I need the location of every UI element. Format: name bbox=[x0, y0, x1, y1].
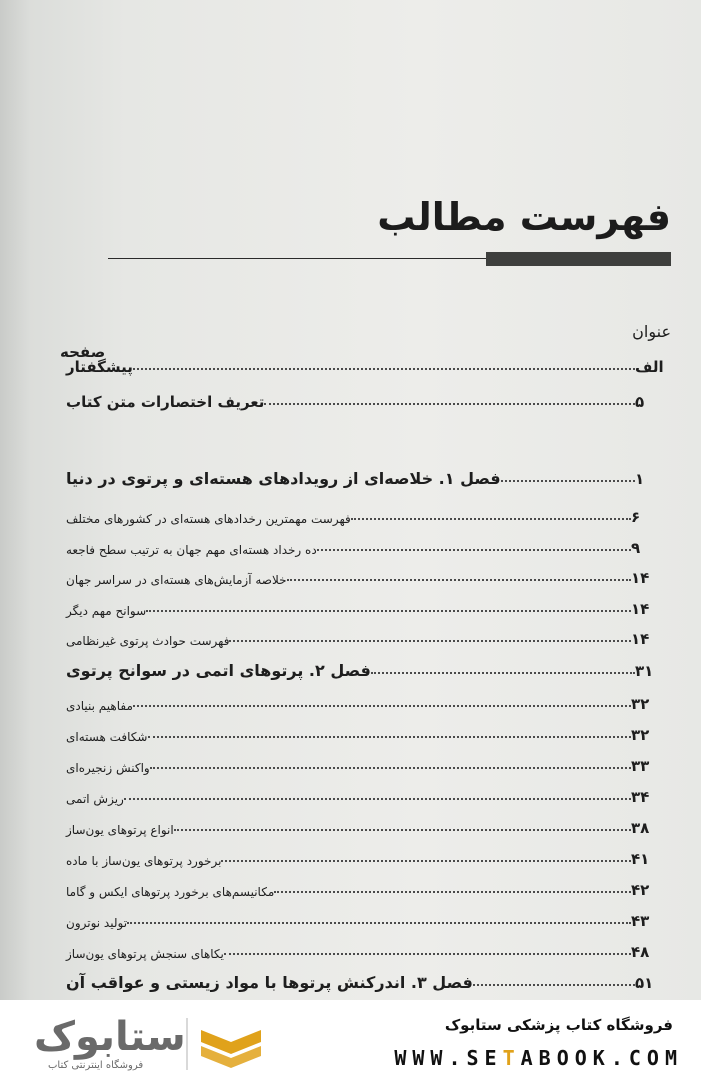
leader-dots bbox=[221, 859, 631, 862]
leader-dots bbox=[351, 517, 631, 520]
store-logo-subtitle: فروشگاه اینترنتی کتاب bbox=[48, 1060, 144, 1071]
url-prefix: WWW.SE bbox=[394, 1046, 503, 1070]
entry-page: ۴۳ bbox=[631, 912, 650, 930]
entry-title: انواع پرتوهای یون‌ساز bbox=[66, 823, 174, 837]
leader-dots bbox=[174, 828, 631, 831]
url-suffix: ABOOK.COM bbox=[520, 1046, 683, 1070]
entry-page: ۳۲ bbox=[631, 726, 650, 744]
toc-entry bbox=[60, 935, 667, 961]
entry-page: ۵ bbox=[635, 393, 645, 411]
store-name: فروشگاه کتاب پزشکی ستابوک bbox=[444, 1016, 673, 1034]
toc-entry bbox=[60, 385, 671, 411]
entry-title: خلاصه آزمایش‌های هسته‌ای در سراسر جهان bbox=[66, 573, 287, 587]
url-highlight: T bbox=[502, 1046, 521, 1070]
leader-dots bbox=[224, 952, 631, 955]
toc-entry bbox=[60, 350, 671, 376]
leader-dots bbox=[501, 479, 635, 482]
entry-page: ۱۴ bbox=[631, 600, 650, 618]
leader-dots bbox=[229, 639, 631, 642]
entry-page: ۶ bbox=[631, 508, 641, 526]
entry-page: الف bbox=[635, 358, 664, 376]
entry-title: واکنش زنجیره‌ای bbox=[66, 761, 150, 775]
entry-page: ۳۸ bbox=[631, 819, 650, 837]
page-column-label: صفحه bbox=[60, 343, 106, 361]
toc-chapter bbox=[60, 966, 671, 992]
entry-page: ۴۲ bbox=[631, 881, 650, 899]
leader-dots bbox=[264, 402, 635, 405]
toc-entry bbox=[60, 904, 667, 930]
store-logo-text: ستابوک bbox=[34, 1014, 186, 1060]
toc-entry bbox=[60, 749, 667, 775]
entry-page: ۳۴ bbox=[631, 788, 650, 806]
entry-title: ده رخداد هسته‌ای مهم جهان به ترتیب سطح فاجعه bbox=[66, 543, 317, 557]
logo-divider bbox=[186, 1018, 188, 1070]
leader-dots bbox=[317, 548, 631, 551]
toc-chapter bbox=[60, 654, 671, 680]
entry-title: ریزش اتمی bbox=[66, 792, 124, 806]
toc-entry bbox=[60, 718, 667, 744]
entry-title: تولید نوترون bbox=[66, 916, 128, 930]
entry-title: تعریف اختصارات متن کتاب bbox=[66, 393, 265, 411]
entry-title: فهرست مهمترین رخدادهای هسته‌ای در کشورهای مختلف bbox=[66, 512, 351, 526]
toc-entry bbox=[60, 842, 667, 868]
entry-page: ۳۱ bbox=[635, 662, 654, 680]
entry-page: ۱ bbox=[635, 470, 645, 488]
leader-dots bbox=[287, 578, 631, 581]
entry-page: ۴۸ bbox=[631, 943, 650, 961]
entry-page: ۵۱ bbox=[635, 974, 654, 992]
entry-title: مکانیسم‌های برخورد پرتوهای ایکس و گاما bbox=[66, 885, 275, 899]
toc-entry bbox=[60, 780, 667, 806]
chapter-title: فصل ۲. پرتوهای اتمی در سوانح پرتوی bbox=[66, 661, 371, 680]
entry-title: برخورد پرتوهای یون‌ساز با ماده bbox=[66, 854, 222, 868]
leader-dots bbox=[146, 609, 631, 612]
title-column-label: عنوان bbox=[632, 322, 671, 341]
page-fold-shadow bbox=[0, 0, 30, 1000]
toc-entry bbox=[60, 531, 667, 557]
entry-page: ۳۳ bbox=[631, 757, 650, 775]
entry-page: ۹ bbox=[631, 539, 641, 557]
entry-title: سوانح مهم دیگر bbox=[66, 604, 147, 618]
leader-dots bbox=[473, 983, 635, 986]
toc-entry bbox=[60, 873, 667, 899]
entry-title: مفاهیم بنیادی bbox=[66, 699, 133, 713]
chapter-title: فصل ۱. خلاصه‌ای از رویدادهای هسته‌ای و پرتوی در دنیا bbox=[66, 469, 501, 488]
toc-entry bbox=[60, 500, 667, 526]
leader-dots bbox=[124, 797, 631, 800]
entry-page: ۱۴ bbox=[631, 569, 650, 587]
leader-dots bbox=[150, 766, 631, 769]
toc-entry bbox=[60, 687, 667, 713]
entry-title: یکاهای سنجش پرتوهای یون‌ساز bbox=[66, 947, 224, 961]
toc-entry bbox=[60, 811, 667, 837]
title-rule-block bbox=[486, 252, 671, 266]
entry-page: ۱۴ bbox=[631, 630, 650, 648]
leader-dots bbox=[133, 704, 631, 707]
leader-dots bbox=[133, 367, 635, 370]
page-title: فهرست مطالب bbox=[377, 195, 671, 239]
leader-dots bbox=[127, 921, 631, 924]
toc-entry bbox=[60, 622, 667, 648]
leader-dots bbox=[148, 735, 632, 738]
toc-chapter bbox=[60, 462, 671, 488]
entry-title: فهرست حوادث پرتوی غیرنظامی bbox=[66, 634, 230, 648]
entry-page: ۴۱ bbox=[631, 850, 650, 868]
book-logo-icon bbox=[196, 1020, 266, 1070]
chapter-title: فصل ۳. اندرکنش پرتوها با مواد زیستی و عواقب آن bbox=[66, 973, 473, 992]
leader-dots bbox=[371, 671, 635, 674]
entry-page: ۳۲ bbox=[631, 695, 650, 713]
entry-title: شکافت هسته‌ای bbox=[66, 730, 148, 744]
entry-title: پیشگفتار bbox=[66, 358, 133, 376]
leader-dots bbox=[274, 890, 631, 893]
toc-entry bbox=[60, 592, 667, 618]
store-url[interactable] bbox=[394, 1046, 683, 1070]
toc-entry bbox=[60, 561, 667, 587]
